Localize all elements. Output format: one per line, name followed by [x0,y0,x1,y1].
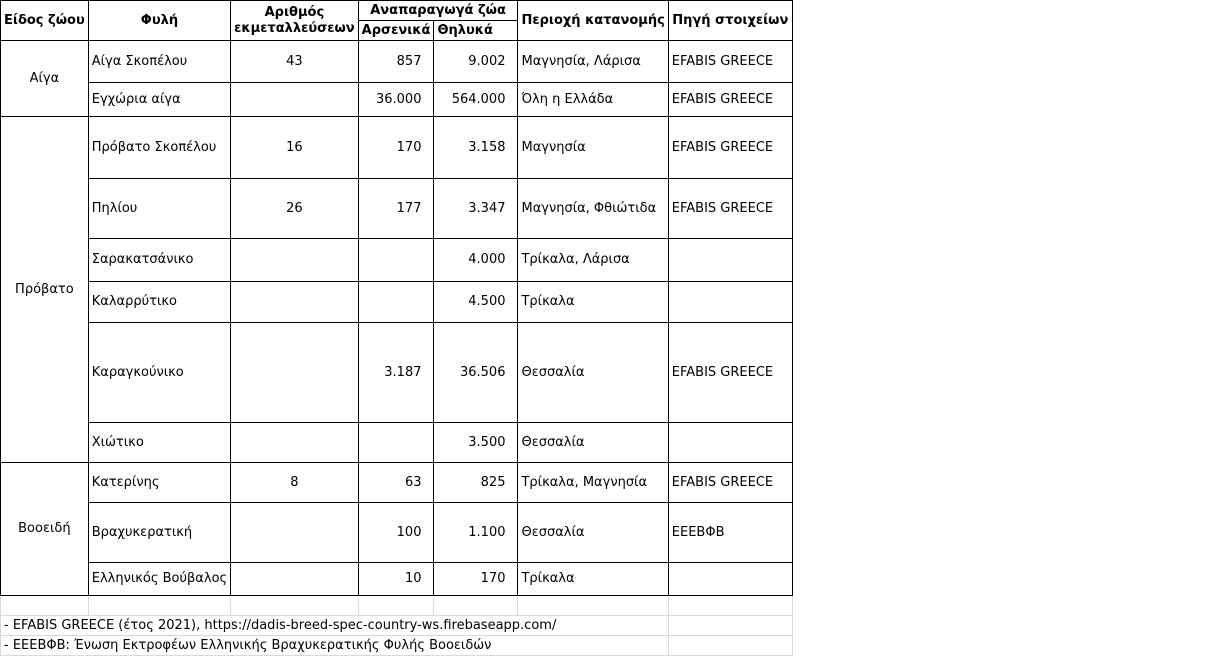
empty-cell[interactable] [1,596,89,616]
cell-source[interactable]: ΕΕΕΒΦΒ [668,503,792,563]
header-farms-line2: εκμεταλλεύσεων [234,20,355,36]
cell-female[interactable]: 3.158 [434,117,518,179]
header-breeding[interactable]: Αναπαραγωγά ζώα [358,1,518,21]
cell-source[interactable]: EFABIS GREECE [668,83,792,117]
cell-region[interactable]: Τρίκαλα [518,563,668,596]
cell-male[interactable]: 177 [358,179,434,239]
cell-region[interactable]: Θεσσαλία [518,423,668,463]
cell-breed[interactable]: Πρόβατο Σκοπέλου [88,117,230,179]
table-row [1,239,793,282]
table-row [1,463,793,503]
cell-region[interactable]: Θεσσαλία [518,503,668,563]
empty-cell[interactable] [668,616,792,636]
empty-cell[interactable] [668,596,792,616]
empty-cell[interactable] [231,596,359,616]
header-farms[interactable] [231,1,359,41]
table-row [1,179,793,239]
cell-breed[interactable]: Πηλίου [88,179,230,239]
cell-breed[interactable]: Χιώτικο [88,423,230,463]
cell-source[interactable] [668,423,792,463]
cell-region[interactable]: Όλη η Ελλάδα [518,83,668,117]
empty-row [1,596,793,616]
group-goats[interactable]: Αίγα [1,41,89,117]
cell-male[interactable]: 3.187 [358,323,434,423]
cell-farms[interactable] [231,282,359,323]
table-row [1,503,793,563]
cell-farms[interactable] [231,323,359,423]
cell-region[interactable]: Τρίκαλα, Μαγνησία [518,463,668,503]
cell-breed[interactable]: Ελληνικός Βούβαλος [88,563,230,596]
cell-male[interactable]: 170 [358,117,434,179]
cell-source[interactable] [668,282,792,323]
cell-female[interactable]: 3.347 [434,179,518,239]
table-row [1,323,793,423]
cell-female[interactable]: 564.000 [434,83,518,117]
cell-farms[interactable]: 26 [231,179,359,239]
table-row [1,423,793,463]
note-row [1,636,793,656]
cell-source[interactable]: EFABIS GREECE [668,179,792,239]
cell-region[interactable]: Μαγνησία, Φθιώτιδα [518,179,668,239]
empty-cell[interactable] [434,596,518,616]
cell-breed[interactable]: Καραγκούνικο [88,323,230,423]
header-region[interactable]: Περιοχή κατανομής [518,1,668,41]
cell-female[interactable]: 1.100 [434,503,518,563]
cell-farms[interactable] [231,83,359,117]
header-female[interactable]: Θηλυκά [434,21,518,41]
cell-region[interactable]: Μαγνησία [518,117,668,179]
cell-region[interactable]: Τρίκαλα, Λάρισα [518,239,668,282]
table-row [1,563,793,596]
table-row [1,117,793,179]
cell-male[interactable]: 100 [358,503,434,563]
note-row [1,616,793,636]
cell-farms[interactable]: 43 [231,41,359,83]
cell-male[interactable]: 36.000 [358,83,434,117]
cell-female[interactable]: 36.506 [434,323,518,423]
cell-female[interactable]: 170 [434,563,518,596]
cell-breed[interactable]: Αίγα Σκοπέλου [88,41,230,83]
note-efabis[interactable]: - EFABIS GREECE (έτος 2021), https://dadis-breed-spec-country-ws.firebaseapp.com/ [1,616,669,636]
table-row [1,282,793,323]
header-breed[interactable]: Φυλή [88,1,230,41]
cell-breed[interactable]: Καλαρρύτικο [88,282,230,323]
empty-cell[interactable] [518,596,668,616]
cell-farms[interactable]: 8 [231,463,359,503]
empty-cell[interactable] [358,596,434,616]
cell-farms[interactable]: 16 [231,117,359,179]
cell-source[interactable] [668,239,792,282]
empty-cell[interactable] [668,636,792,656]
cell-female[interactable]: 4.000 [434,239,518,282]
cell-male[interactable]: 10 [358,563,434,596]
cell-source[interactable]: EFABIS GREECE [668,117,792,179]
header-source[interactable]: Πηγή στοιχείων [668,1,792,41]
cell-farms[interactable] [231,503,359,563]
cell-male[interactable]: 857 [358,41,434,83]
header-species[interactable]: Είδος ζώου [1,1,89,41]
cell-male[interactable] [358,423,434,463]
cell-region[interactable]: Θεσσαλία [518,323,668,423]
cell-source[interactable]: EFABIS GREECE [668,323,792,423]
cell-source[interactable] [668,563,792,596]
cell-source[interactable]: EFABIS GREECE [668,463,792,503]
cell-female[interactable]: 3.500 [434,423,518,463]
cell-farms[interactable] [231,239,359,282]
cell-farms[interactable] [231,563,359,596]
cell-breed[interactable]: Κατερίνης [88,463,230,503]
cell-farms[interactable] [231,423,359,463]
header-farms-line1: Αριθμός [264,4,325,20]
cell-male[interactable] [358,282,434,323]
cell-female[interactable]: 9.002 [434,41,518,83]
cell-source[interactable]: EFABIS GREECE [668,41,792,83]
group-cattle[interactable]: Βοοειδή [1,463,89,596]
table-row [1,41,793,83]
group-sheep[interactable]: Πρόβατο [1,117,89,463]
cell-male[interactable]: 63 [358,463,434,503]
cell-male[interactable] [358,239,434,282]
cell-breed[interactable]: Σαρακατσάνικο [88,239,230,282]
note-eeevfv[interactable]: - ΕΕΕΒΦΒ: Ένωση Εκτροφέων Ελληνικής Βραχυκερατικής Φυλής Βοοειδών [1,636,669,656]
cell-breed[interactable]: Βραχυκερατική [88,503,230,563]
empty-cell[interactable] [88,596,230,616]
cell-breed[interactable]: Εγχώρια αίγα [88,83,230,117]
cell-region[interactable]: Μαγνησία, Λάρισα [518,41,668,83]
table-row [1,83,793,117]
cell-female[interactable]: 4.500 [434,282,518,323]
header-male[interactable]: Αρσενικά [358,21,434,41]
cell-region[interactable]: Τρίκαλα [518,282,668,323]
cell-female[interactable]: 825 [434,463,518,503]
